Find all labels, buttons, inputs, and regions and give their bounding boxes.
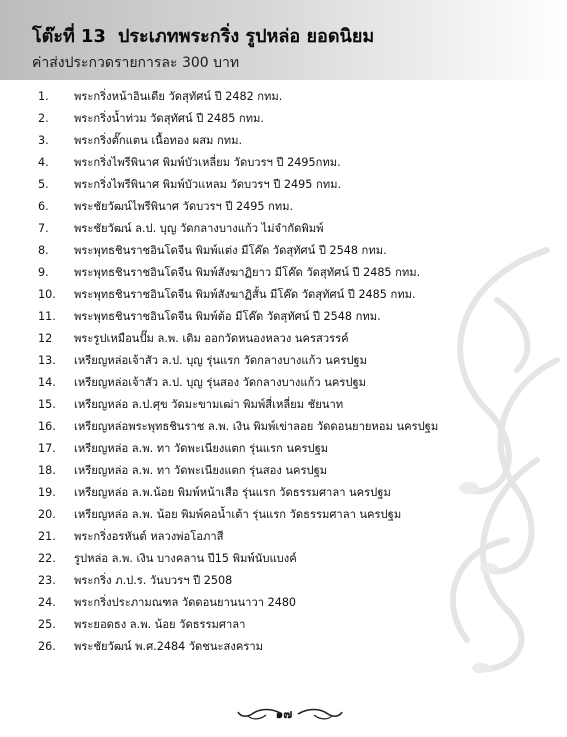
list-item bbox=[38, 548, 558, 570]
item-text: พระกริ่งหน้าอินเดีย วัดสุทัศน์ ปี 2482 กทม. bbox=[74, 90, 283, 103]
item-number: 22. bbox=[38, 552, 56, 565]
item-text: เหรียญหล่อ ล.พ.น้อย พิมพ์หน้าเสือ รุ่นแรก วัดธรรมศาลา นครปฐม bbox=[74, 486, 391, 499]
item-text: รูปหล่อ ล.พ. เงิน บางคลาน ปี15 พิมพ์นับแบงค์ bbox=[74, 552, 297, 565]
item-number: 9. bbox=[38, 266, 49, 279]
item-text: พระชัยวัฒน์ พ.ศ.2484 วัดชนะสงคราม bbox=[74, 640, 263, 653]
item-number: 17. bbox=[38, 442, 56, 455]
item-number: 21. bbox=[38, 530, 56, 543]
list-item bbox=[38, 592, 558, 614]
list-item bbox=[38, 416, 558, 438]
item-number: 1. bbox=[38, 90, 49, 103]
item-text: พระชัยวัฒน์ ล.ป. บุญ วัดกลางบางแก้ว ไม่จำกัดพิมพ์ bbox=[74, 222, 324, 235]
item-number: 25. bbox=[38, 618, 56, 631]
list-item bbox=[38, 218, 558, 240]
list-item bbox=[38, 196, 558, 218]
item-text: เหรียญหล่อเจ้าสัว ล.ป. บุญ รุ่นสอง วัดกลางบางแก้ว นครปฐม bbox=[74, 376, 366, 389]
entry-list bbox=[38, 86, 558, 658]
list-item bbox=[38, 284, 558, 306]
item-number: 2. bbox=[38, 112, 49, 125]
item-text: เหรียญหล่อพระพุทธชินราช ล.พ. เงิน พิมพ์เข่าลอย วัดดอนยายหอม นครปฐม bbox=[74, 420, 439, 433]
list-item bbox=[38, 526, 558, 548]
list-item bbox=[38, 86, 558, 108]
item-text: เหรียญหล่อ ล.พ. ทา วัดพะเนียงแตก รุ่นสอง นครปฐม bbox=[74, 464, 328, 477]
fee-subtitle: ค่าส่งประกวดรายการละ 300 บาท bbox=[32, 55, 240, 71]
list-item bbox=[38, 328, 558, 350]
item-text: พระรูปเหมือนปั๊ม ล.พ. เดิม ออกวัดหนองหลวง นครสวรรค์ bbox=[74, 332, 349, 345]
item-number: 16. bbox=[38, 420, 56, 433]
item-text: พระกริ่งไพรีพินาศ พิมพ์บัวเหลี่ยม วัดบวรฯ ปี 2495กทม. bbox=[74, 156, 341, 169]
category-title: ประเภทพระกริ่ง รูปหล่อ ยอดนิยม bbox=[117, 26, 375, 47]
item-number: 7. bbox=[38, 222, 49, 235]
item-text: พระพุทธชินราชอินโดจีน พิมพ์แต่ง มีโค๊ด วัดสุทัศน์ ปี 2548 กทม. bbox=[74, 244, 387, 257]
item-number: 19. bbox=[38, 486, 56, 499]
item-number: 12 bbox=[38, 332, 53, 345]
item-number: 10. bbox=[38, 288, 56, 301]
page-number: ๑๗ bbox=[275, 707, 293, 721]
list-item bbox=[38, 460, 558, 482]
item-number: 6. bbox=[38, 200, 49, 213]
list-item bbox=[38, 570, 558, 592]
item-number: 13. bbox=[38, 354, 56, 367]
item-number: 18. bbox=[38, 464, 56, 477]
item-number: 14. bbox=[38, 376, 56, 389]
table-label: โต๊ะที่ bbox=[32, 26, 75, 47]
item-text: พระกริ่ง ภ.ป.ร. วันบวรฯ ปี 2508 bbox=[74, 574, 233, 587]
page-title bbox=[32, 21, 374, 50]
item-number: 23. bbox=[38, 574, 56, 587]
item-text: พระกริ่งอรหันต์ หลวงพ่อโอภาสี bbox=[74, 530, 224, 543]
footer-flourish-right-icon bbox=[296, 706, 344, 722]
item-text: เหรียญหล่อเจ้าสัว ล.ป. บุญ รุ่นแรก วัดกลางบางแก้ว นครปฐม bbox=[74, 354, 367, 367]
item-number: 3. bbox=[38, 134, 49, 147]
list-item bbox=[38, 130, 558, 152]
item-number: 24. bbox=[38, 596, 56, 609]
item-number: 15. bbox=[38, 398, 56, 411]
item-text: เหรียญหล่อ ล.พ. น้อย พิมพ์คอน้ำเต้า รุ่นแรก วัดธรรมศาลา นครปฐม bbox=[74, 508, 402, 521]
table-number: 13 bbox=[80, 26, 106, 47]
item-number: 26. bbox=[38, 640, 56, 653]
list-item bbox=[38, 394, 558, 416]
item-text: พระพุทธชินราชอินโดจีน พิมพ์สังฆาฏิสั้น มีโค๊ด วัดสุทัศน์ ปี 2485 กทม. bbox=[74, 288, 416, 301]
list-item bbox=[38, 438, 558, 460]
list-item bbox=[38, 350, 558, 372]
list-item bbox=[38, 636, 558, 658]
list-item bbox=[38, 504, 558, 526]
list-item bbox=[38, 240, 558, 262]
item-text: พระพุทธชินราชอินโดจีน พิมพ์ต้อ มีโค๊ด วัดสุทัศน์ ปี 2548 กทม. bbox=[74, 310, 381, 323]
item-text: พระชัยวัฒน์ไพรีพินาศ วัดบวรฯ ปี 2495 กทม. bbox=[74, 200, 294, 213]
item-text: พระกริ่งตั๊กแตน เนื้อทอง ผสม กทม. bbox=[74, 134, 243, 147]
list-item bbox=[38, 108, 558, 130]
item-number: 20. bbox=[38, 508, 56, 521]
list-item bbox=[38, 372, 558, 394]
list-item bbox=[38, 152, 558, 174]
item-text: พระกริ่งประภามณฑล วัดดอนยานนาวา 2480 bbox=[74, 596, 297, 609]
item-text: เหรียญหล่อ ล.พ. ทา วัดพะเนียงแตก รุ่นแรก นครปฐม bbox=[74, 442, 329, 455]
item-text: พระยอดธง ล.พ. น้อย วัดธรรมศาลา bbox=[74, 618, 246, 631]
header-band bbox=[0, 0, 567, 80]
item-text: พระกริ่งน้ำท่วม วัดสุทัศน์ ปี 2485 กทม. bbox=[74, 112, 264, 125]
item-text: พระกริ่งไพรีพินาศ พิมพ์บัวแหลม วัดบวรฯ ปี 2495 กทม. bbox=[74, 178, 342, 191]
item-number: 8. bbox=[38, 244, 49, 257]
list-item bbox=[38, 262, 558, 284]
item-number: 4. bbox=[38, 156, 49, 169]
item-number: 11. bbox=[38, 310, 56, 323]
list-item bbox=[38, 306, 558, 328]
item-text: พระพุทธชินราชอินโดจีน พิมพ์สังฆาฏิยาว มีโค๊ด วัดสุทัศน์ ปี 2485 กทม. bbox=[74, 266, 421, 279]
list-item bbox=[38, 174, 558, 196]
list-item bbox=[38, 614, 558, 636]
item-text: เหรียญหล่อ ล.ป.ศุข วัดมะขามเฒ่า พิมพ์สี่เหลี่ยม ชัยนาท bbox=[74, 398, 344, 411]
item-number: 5. bbox=[38, 178, 49, 191]
list-item bbox=[38, 482, 558, 504]
